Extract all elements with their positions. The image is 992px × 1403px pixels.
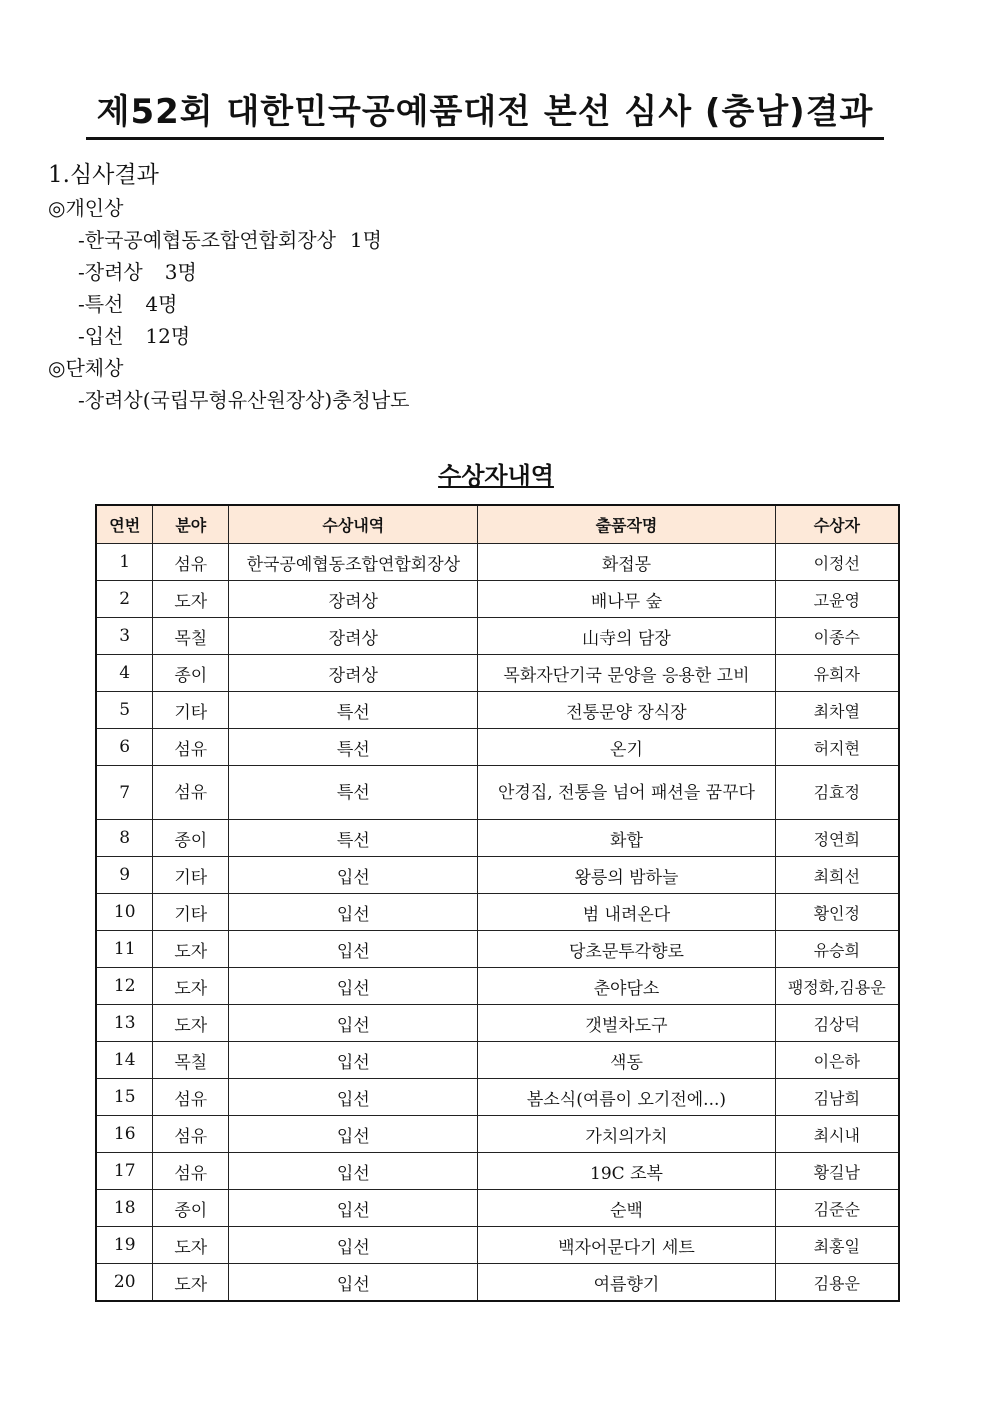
cell-award: 입선 [229,1079,478,1116]
award-item-label: -입선 [78,324,124,348]
cell-winner: 이종수 [775,618,899,655]
individual-award-item [48,288,409,320]
cell-work-title: 왕릉의 밤하늘 [478,857,775,894]
cell-award: 입선 [229,1190,478,1227]
table-row [96,1116,899,1153]
cell-winner: 최홍일 [775,1227,899,1264]
cell-award: 특선 [229,729,478,766]
cell-number: 6 [96,729,153,766]
section-heading: 1.심사결과 [48,162,159,188]
cell-award: 장려상 [229,618,478,655]
table-row [96,931,899,968]
cell-number: 8 [96,820,153,857]
cell-category: 섬유 [153,1153,229,1190]
table-row [96,1227,899,1264]
table-row [96,894,899,931]
cell-number: 18 [96,1190,153,1227]
group-award-label: ◎단체상 [48,356,124,380]
table-row [96,1005,899,1042]
cell-category: 섬유 [153,1079,229,1116]
table-row [96,729,899,766]
award-item-count: 12명 [145,324,191,348]
cell-number: 19 [96,1227,153,1264]
award-item-count: 4명 [145,292,178,316]
header-work-title: 출품작명 [478,505,775,544]
cell-award: 장려상 [229,655,478,692]
cell-work-title: 당초문투각향로 [478,931,775,968]
individual-award-item [48,256,409,288]
awards-table [95,504,900,1302]
cell-category: 도자 [153,1264,229,1302]
cell-work-title: 춘야담소 [478,968,775,1005]
cell-category: 섬유 [153,766,229,820]
cell-category: 기타 [153,857,229,894]
cell-number: 20 [96,1264,153,1302]
cell-work-title: 전통문양 장식장 [478,692,775,729]
cell-work-title: 19C 조복 [478,1153,775,1190]
table-row [96,1079,899,1116]
cell-number: 12 [96,968,153,1005]
cell-work-title: 안경집, 전통을 넘어 패션을 꿈꾸다 [478,766,775,820]
individual-award-label: ◎개인상 [48,196,124,220]
table-row [96,968,899,1005]
cell-award: 입선 [229,857,478,894]
cell-number: 5 [96,692,153,729]
cell-number: 16 [96,1116,153,1153]
table-caption: 수상자내역 [438,462,554,490]
header-category: 분야 [153,505,229,544]
cell-work-title: 범 내려온다 [478,894,775,931]
cell-category: 종이 [153,820,229,857]
header-award: 수상내역 [229,505,478,544]
cell-award: 입선 [229,1227,478,1264]
cell-award: 특선 [229,692,478,729]
cell-winner: 팽정화,김용운 [775,968,899,1005]
cell-award: 특선 [229,820,478,857]
cell-award: 한국공예협동조합연합회장상 [229,544,478,581]
table-header-row [96,505,899,544]
cell-award: 입선 [229,1116,478,1153]
award-item-count: 3명 [164,260,197,284]
cell-category: 도자 [153,968,229,1005]
cell-number: 7 [96,766,153,820]
cell-award: 특선 [229,766,478,820]
cell-winner: 허지현 [775,729,899,766]
table-row [96,1190,899,1227]
table-row [96,655,899,692]
award-item-count: 1명 [349,228,382,252]
cell-award: 장려상 [229,581,478,618]
table-row [96,1042,899,1079]
cell-work-title: 목화자단기국 문양을 응용한 고비 [478,655,775,692]
cell-number: 1 [96,544,153,581]
cell-winner: 김준순 [775,1190,899,1227]
cell-number: 10 [96,894,153,931]
cell-award: 입선 [229,968,478,1005]
cell-winner: 유승희 [775,931,899,968]
cell-winner: 김상덕 [775,1005,899,1042]
cell-category: 종이 [153,1190,229,1227]
cell-award: 입선 [229,1042,478,1079]
cell-number: 15 [96,1079,153,1116]
cell-winner: 정연희 [775,820,899,857]
cell-number: 13 [96,1005,153,1042]
cell-number: 4 [96,655,153,692]
cell-number: 2 [96,581,153,618]
cell-work-title: 봄소식(여름이 오기전에...) [478,1079,775,1116]
cell-work-title: 배나무 숲 [478,581,775,618]
cell-work-title: 화합 [478,820,775,857]
table-row [96,544,899,581]
cell-award: 입선 [229,894,478,931]
table-row [96,857,899,894]
cell-work-title: 온기 [478,729,775,766]
header-number: 연번 [96,505,153,544]
cell-winner: 김남희 [775,1079,899,1116]
cell-work-title: 山寺의 담장 [478,618,775,655]
cell-number: 3 [96,618,153,655]
cell-category: 도자 [153,1005,229,1042]
cell-award: 입선 [229,1153,478,1190]
cell-work-title: 화접몽 [478,544,775,581]
individual-award-item [48,224,409,256]
table-row [96,692,899,729]
table-row [96,820,899,857]
cell-winner: 최차열 [775,692,899,729]
award-item-label: -장려상 [78,260,143,284]
cell-category: 섬유 [153,729,229,766]
cell-award: 입선 [229,931,478,968]
cell-winner: 고윤영 [775,581,899,618]
cell-winner: 유희자 [775,655,899,692]
table-body [96,544,899,1302]
cell-winner: 최희선 [775,857,899,894]
group-award-item: -장려상(국립무형유산원장상)충청남도 [78,388,410,412]
cell-number: 9 [96,857,153,894]
table-row [96,1153,899,1190]
cell-category: 섬유 [153,1116,229,1153]
cell-category: 목칠 [153,1042,229,1079]
individual-award-item [48,320,409,352]
header-winner: 수상자 [775,505,899,544]
cell-category: 도자 [153,1227,229,1264]
cell-category: 종이 [153,655,229,692]
cell-work-title: 여름향기 [478,1264,775,1302]
table-row [96,1264,899,1302]
cell-winner: 이정선 [775,544,899,581]
cell-work-title: 가치의가치 [478,1116,775,1153]
cell-work-title: 갯벌차도구 [478,1005,775,1042]
cell-work-title: 백자어문다기 세트 [478,1227,775,1264]
cell-number: 14 [96,1042,153,1079]
award-item-label: -한국공예협동조합연합회장상 [78,228,336,252]
cell-category: 기타 [153,692,229,729]
table-row [96,618,899,655]
cell-number: 17 [96,1153,153,1190]
document-title: 제52회 대한민국공예품대전 본선 심사 (충남)결과 [86,84,884,140]
table-row [96,581,899,618]
cell-winner: 김용운 [775,1264,899,1302]
award-item-label: -특선 [78,292,124,316]
cell-winner: 김효정 [775,766,899,820]
cell-winner: 황길남 [775,1153,899,1190]
cell-category: 도자 [153,931,229,968]
cell-winner: 황인정 [775,894,899,931]
cell-number: 11 [96,931,153,968]
cell-work-title: 색동 [478,1042,775,1079]
results-summary [48,158,409,416]
cell-category: 섬유 [153,544,229,581]
cell-award: 입선 [229,1005,478,1042]
table-row [96,766,899,820]
cell-winner: 이은하 [775,1042,899,1079]
cell-category: 목칠 [153,618,229,655]
cell-winner: 최시내 [775,1116,899,1153]
cell-category: 도자 [153,581,229,618]
cell-award: 입선 [229,1264,478,1302]
cell-work-title: 순백 [478,1190,775,1227]
cell-category: 기타 [153,894,229,931]
